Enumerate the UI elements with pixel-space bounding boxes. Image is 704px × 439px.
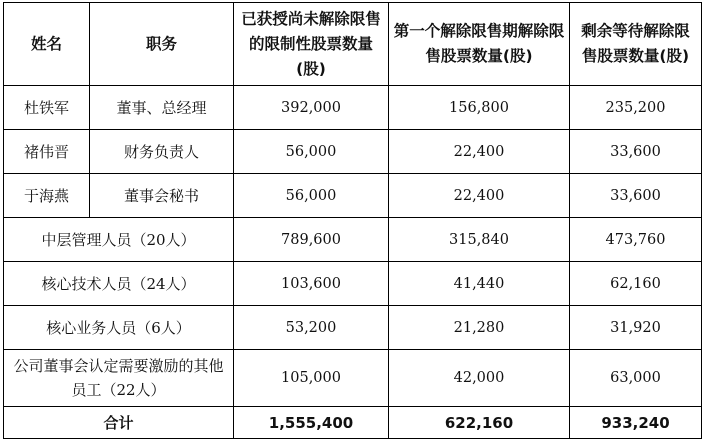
header-granted-unlocked: 已获授尚未解除限售的限制性股票数量(股) xyxy=(234,3,389,86)
table-row xyxy=(4,130,702,174)
table-row xyxy=(4,262,702,306)
table-row xyxy=(4,174,702,218)
remaining-cell: 235,200 xyxy=(570,86,702,130)
group-label-cell: 公司董事会认定需要激励的其他员工（22人） xyxy=(4,350,234,407)
group-label-cell: 中层管理人员（20人） xyxy=(4,218,234,262)
granted-cell: 53,200 xyxy=(234,306,389,350)
first-period-cell: 315,840 xyxy=(389,218,570,262)
total-granted-cell: 1,555,400 xyxy=(234,407,389,439)
table-row xyxy=(4,350,702,407)
remaining-cell: 31,920 xyxy=(570,306,702,350)
header-row xyxy=(4,3,702,86)
first-period-cell: 22,400 xyxy=(389,174,570,218)
name-cell: 杜铁军 xyxy=(4,86,90,130)
first-period-cell: 156,800 xyxy=(389,86,570,130)
granted-cell: 392,000 xyxy=(234,86,389,130)
position-cell: 财务负责人 xyxy=(90,130,234,174)
position-cell: 董事会秘书 xyxy=(90,174,234,218)
granted-cell: 56,000 xyxy=(234,130,389,174)
table-row xyxy=(4,86,702,130)
name-cell: 于海燕 xyxy=(4,174,90,218)
granted-cell: 105,000 xyxy=(234,350,389,407)
total-first-period-cell: 622,160 xyxy=(389,407,570,439)
table-row xyxy=(4,306,702,350)
first-period-cell: 22,400 xyxy=(389,130,570,174)
group-label-cell: 核心业务人员（6人） xyxy=(4,306,234,350)
group-label-cell: 核心技术人员（24人） xyxy=(4,262,234,306)
header-first-period: 第一个解除限售期解除限售股票数量(股) xyxy=(389,3,570,86)
remaining-cell: 33,600 xyxy=(570,130,702,174)
table-row xyxy=(4,218,702,262)
first-period-cell: 41,440 xyxy=(389,262,570,306)
first-period-cell: 21,280 xyxy=(389,306,570,350)
granted-cell: 789,600 xyxy=(234,218,389,262)
header-name: 姓名 xyxy=(4,3,90,86)
header-position: 职务 xyxy=(90,3,234,86)
granted-cell: 103,600 xyxy=(234,262,389,306)
position-cell: 董事、总经理 xyxy=(90,86,234,130)
remaining-cell: 473,760 xyxy=(570,218,702,262)
remaining-cell: 62,160 xyxy=(570,262,702,306)
total-remaining-cell: 933,240 xyxy=(570,407,702,439)
first-period-cell: 42,000 xyxy=(389,350,570,407)
total-label-cell: 合计 xyxy=(4,407,234,439)
restricted-stock-table xyxy=(3,2,702,439)
name-cell: 褚伟晋 xyxy=(4,130,90,174)
granted-cell: 56,000 xyxy=(234,174,389,218)
total-row xyxy=(4,407,702,439)
remaining-cell: 63,000 xyxy=(570,350,702,407)
header-remaining: 剩余等待解除限售股票数量(股) xyxy=(570,3,702,86)
remaining-cell: 33,600 xyxy=(570,174,702,218)
